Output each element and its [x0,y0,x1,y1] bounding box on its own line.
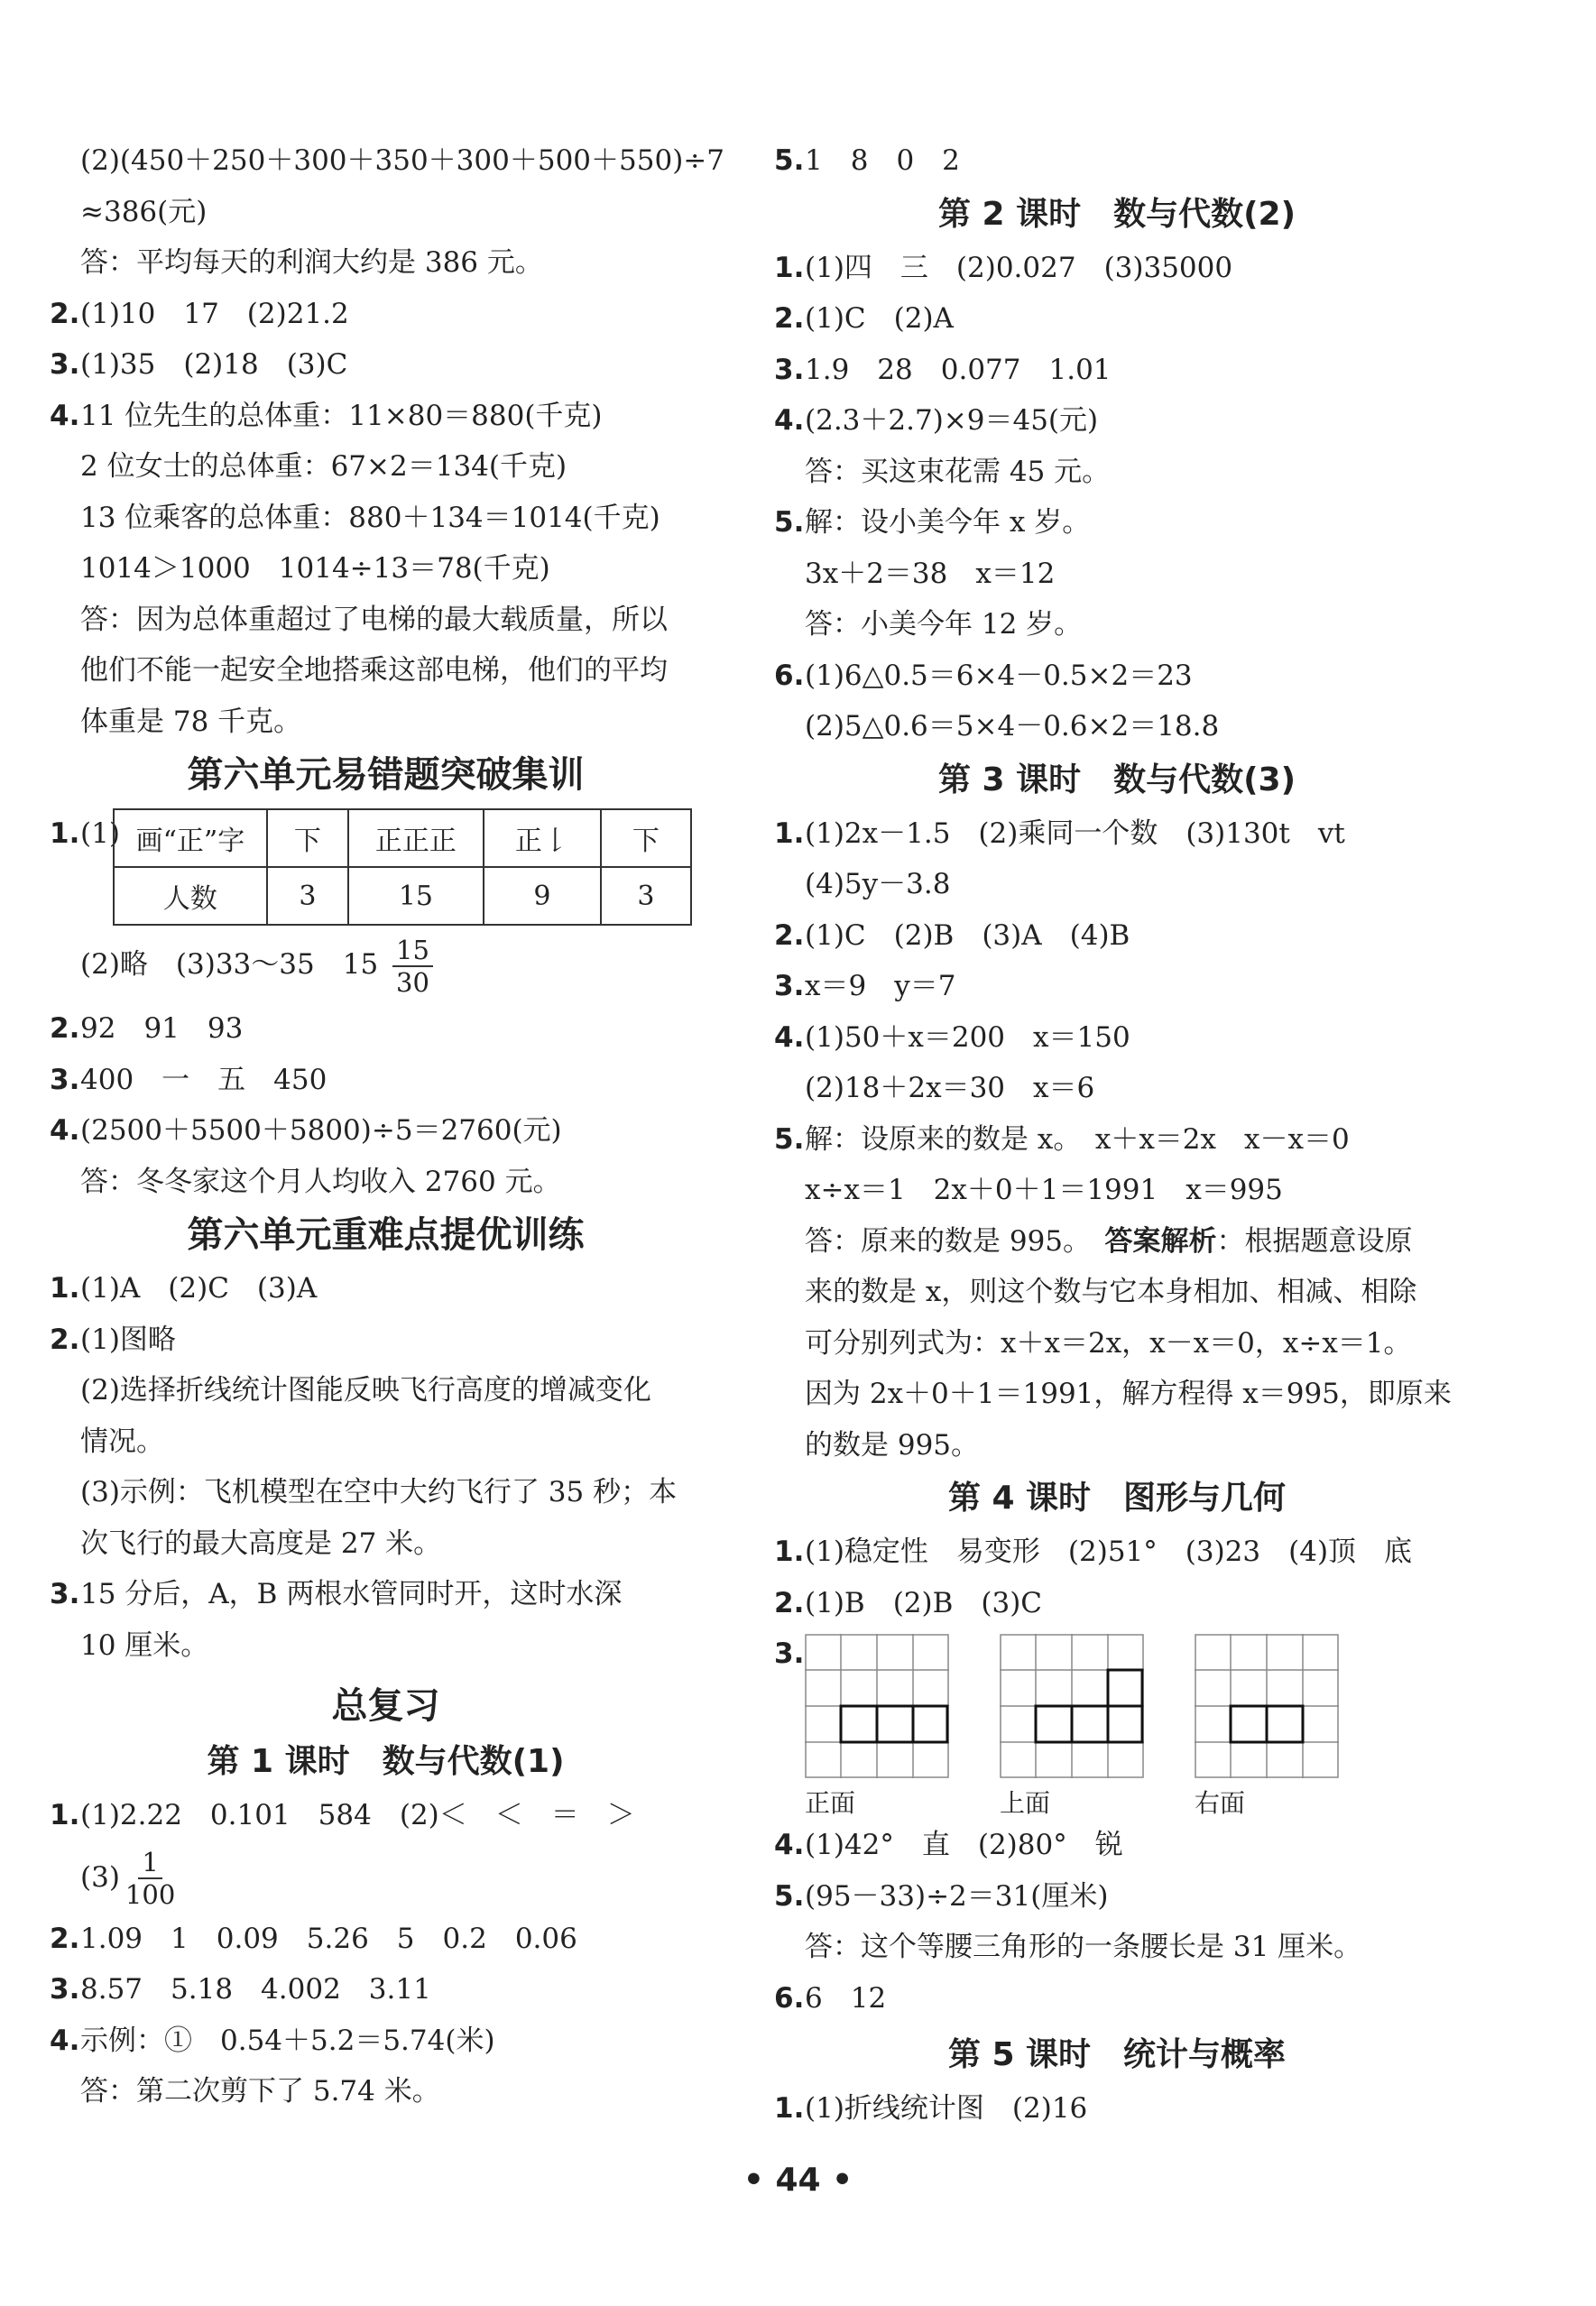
top-view [1000,1634,1144,1820]
answer-text: 6 12 [805,1981,887,2015]
question-number: 3. [50,1973,80,2006]
answer-2 [50,1003,722,1055]
text-line: ≈386(元) [80,195,208,228]
text-line: 答：这个等腰三角形的一条腰长是 31 厘米。 [805,1931,1362,1963]
text-line: (4)5y－3.8 [805,868,951,900]
answer-1 [774,243,1460,294]
answer-text: (1) [80,817,120,850]
answer-text: (1)50＋x＝200 x＝150 [805,1020,1130,1054]
answer-2 [50,1914,722,1965]
answer-text: (1)稳定性 易变形 (2)51° (3)23 (4)顶 底 [805,1536,1413,1568]
question-number: 1. [774,816,805,850]
answer-text: 8.57 5.18 4.002 3.11 [80,1973,431,2006]
answer-1 [50,808,722,926]
text-line: (2)选择折线统计图能反映飞行高度的增减变化 [80,1374,651,1407]
question-number: 4. [774,404,805,437]
table-cell: 下 [267,809,348,867]
table-cell: 画“正”字 [114,809,267,867]
answer-4 [774,395,1460,447]
text-line: 答：第二次剪下了 5.74 米。 [80,2075,440,2108]
answer-3 [50,339,722,391]
text-line [50,1841,722,1914]
question-number: 2. [50,1323,80,1356]
answer-text: x＝9 y＝7 [805,970,956,1002]
question-number: 3. [50,348,80,381]
question-number: 1. [50,1272,80,1305]
answer-text: (1)折线统计图 (2)16 [805,2092,1088,2125]
answer-text: (95－33)÷2＝31(厘米) [805,1879,1109,1913]
answer-text: (1)35 (2)18 (3)C [80,348,348,381]
text-line: x÷x＝1 2x＋0＋1＝1991 x＝995 [805,1174,1283,1206]
question-number: 3. [50,1578,80,1610]
answer-5 [774,1871,1460,1923]
text-line: 2 位女士的总体重：67×2＝134(千克) [80,450,567,483]
table-cell: 3 [267,867,348,925]
answer-text: (3) [80,1860,120,1894]
answer-text: 示例：① 0.54＋5.2＝5.74(米) [80,2024,495,2057]
text-line: (2)(450＋250＋300＋350＋300＋500＋550)÷7 [80,144,724,177]
question-number: 3. [774,353,805,386]
answer-text: (1)B (2)B (3)C [805,1586,1043,1619]
answer-text: (1)图略 [80,1323,176,1356]
fraction [392,935,433,998]
section-title: 第六单元重难点提优训练 [187,1214,585,1256]
question-number: 4. [774,1829,805,1861]
text-line: 次飞行的最大高度是 27 米。 [80,1527,442,1560]
answer-text: 1.09 1 0.09 5.26 5 0.2 0.06 [80,1922,577,1955]
answer-text: 92 91 93 [80,1012,244,1045]
text-line: (3)示例：飞机模型在空中大约飞行了 35 秒；本 [80,1476,678,1508]
front-view [805,1634,949,1820]
answer-4 [774,1820,1460,1871]
front-view-grid [805,1634,949,1778]
question-number: 2. [774,918,805,952]
question-number: 5. [774,506,805,539]
question-number: 4. [50,399,80,432]
text-line: 因为 2x＋0＋1＝1991，解方程得 x＝995，即原来 [805,1378,1452,1410]
text-line [50,926,722,1003]
answer-text: (1)四 三 (2)0.027 (3)35000 [805,251,1233,284]
answer-5 [774,135,1460,187]
text-line: 13 位乘客的总体重：880＋134＝1014(千克) [80,501,660,534]
answer-6 [774,650,1460,702]
answer-text: ：根据题意设原 [1216,1224,1413,1258]
table-cell: 15 [348,867,484,925]
question-number: 3. [50,1063,80,1096]
fraction [125,1847,175,1910]
question-number: 2. [50,1012,80,1045]
answer-text: 解：设原来的数是 x。 x＋x＝2x x－x＝0 [805,1122,1350,1156]
answer-text: 解：设小美今年 x 岁。 [805,506,1091,539]
question-number: 1. [774,251,805,284]
lesson-title: 第 4 课时 图形与几何 [947,1480,1287,1517]
left-column [50,135,722,2117]
question-number: 4. [50,2024,80,2057]
question-number: 6. [774,1981,805,2015]
answer-text: (1)C (2)B (3)A (4)B [805,918,1130,952]
text-line: 来的数是 x，则这个数与它本身相加、相减、相除 [805,1276,1417,1308]
text-line: 3x＋2＝38 x＝12 [805,557,1056,590]
lesson-title: 第 3 课时 数与代数(3) [937,761,1296,798]
answer-text: (2)略 (3)33～35 15 [80,948,379,981]
question-number: 2. [774,302,805,335]
answer-text: 11 位先生的总体重：11×80＝880(千克) [80,399,603,432]
answer-4 [50,391,722,442]
table-cell: 3 [601,867,691,925]
answer-5 [774,497,1460,549]
table-cell: 正𠄌 [484,809,601,867]
question-number: 5. [774,144,805,177]
lesson-title: 第 2 课时 数与代数(2) [937,195,1296,233]
answer-text: 答：原来的数是 995。 [805,1224,1077,1258]
answer-1 [50,1790,722,1841]
answer-3 [50,1055,722,1106]
side-view-grid [1195,1634,1339,1778]
lesson-title: 第 1 课时 数与代数(1) [207,1743,565,1780]
view-label: 右面 [1195,1788,1246,1818]
answer-2 [774,910,1460,962]
answer-4 [50,2015,722,2067]
answer-1 [774,2083,1460,2135]
answer-3 [774,345,1460,396]
question-number: 2. [50,297,80,330]
answer-text: (1)2.22 0.101 584 (2)＜ ＜ ＝ ＞ [80,1799,635,1831]
question-number: 1. [50,817,80,850]
answer-1 [50,1263,722,1314]
text-line: 可分别列式为：x＋x＝2x，x－x＝0，x÷x＝1。 [805,1326,1412,1360]
answer-2 [774,293,1460,345]
answer-text: (1)42° 直 (2)80° 锐 [805,1829,1123,1861]
view-label: 正面 [805,1788,856,1818]
table-cell: 9 [484,867,601,925]
question-number: 5. [774,1122,805,1156]
answer-4 [774,1012,1460,1064]
table-cell: 下 [601,809,691,867]
right-column [774,135,1460,2135]
answer-text: (2.3＋2.7)×9＝45(元) [805,404,1099,437]
lesson-title: 第 5 课时 统计与概率 [947,2036,1287,2073]
page-number: • 44 • [743,2162,853,2199]
numerator: 1 [138,1847,161,1879]
question-number: 2. [50,1922,80,1955]
answer-2 [50,1314,722,1366]
question-number: 1. [774,1536,805,1568]
question-number: 5. [774,1879,805,1913]
text-line: 答：小美今年 12 岁。 [805,608,1083,641]
tally-table [113,808,692,926]
text-line: 答：买这束花需 45 元。 [805,455,1111,488]
question-number: 6. [774,659,805,692]
top-view-grid [1000,1634,1144,1778]
answer-text: 1 8 0 2 [805,144,960,177]
text-line [774,1216,1460,1268]
table-cell: 正正正 [348,809,484,867]
denominator: 100 [125,1879,176,1910]
three-views [805,1634,1339,1820]
numerator: 15 [392,935,433,967]
text-line: 1014＞1000 1014÷13＝78(千克) [80,552,550,585]
question-number: 3. [774,970,805,1002]
answer-1 [774,808,1460,860]
answer-text: (1)2x－1.5 (2)乘同一个数 (3)130t vt [805,816,1345,850]
text-line: (2)18＋2x＝30 x＝6 [805,1072,1095,1104]
answer-text: (1)10 17 (2)21.2 [80,297,349,330]
question-number: 1. [774,2092,805,2125]
text-line: (2)5△0.6＝5×4－0.6×2＝18.8 [805,710,1220,743]
answer-text: 15 分后，A，B 两根水管同时开，这时水深 [80,1578,623,1610]
answer-3 [774,1628,1460,1820]
text-line: 答：因为总体重超过了电梯的最大载质量，所以 [80,603,668,636]
side-view [1195,1634,1339,1820]
explanation-label: 答案解析 [1104,1224,1217,1258]
text-line: 答：平均每天的利润大约是 386 元。 [80,246,543,279]
text-line: 的数是 995。 [805,1428,980,1462]
answer-text: (1)A (2)C (3)A [80,1272,318,1305]
denominator: 30 [396,966,429,998]
question-number: 4. [50,1114,80,1147]
answer-3 [50,1569,722,1620]
answer-4 [50,1105,722,1157]
answer-6 [774,1973,1460,2025]
answer-2 [774,1578,1460,1629]
text-line: 他们不能一起安全地搭乘这部电梯，他们的平均 [80,654,668,687]
answer-text: 400 一 五 450 [80,1063,328,1096]
answer-3 [774,961,1460,1012]
answer-3 [50,1964,722,2015]
answer-text: 1.9 28 0.077 1.01 [805,353,1112,386]
answer-5 [774,1114,1460,1166]
question-number: 3. [774,1637,805,1670]
view-label: 上面 [1000,1788,1051,1818]
question-number: 2. [774,1586,805,1619]
text-line: 情况。 [80,1425,164,1458]
text-line: 体重是 78 千克。 [80,705,302,738]
text-line: 10 厘米。 [80,1628,209,1662]
question-number: 1. [50,1799,80,1831]
answer-2 [50,289,722,340]
answer-text: (2500＋5500＋5800)÷5＝2760(元) [80,1114,562,1147]
table-cell: 人数 [114,867,267,925]
answer-1 [774,1527,1460,1578]
question-number: 4. [774,1020,805,1054]
section-title: 第六单元易错题突破集训 [187,754,585,796]
answer-text: (1)C (2)A [805,302,954,335]
answer-text: (1)6△0.5＝6×4－0.5×2＝23 [805,659,1193,692]
section-title: 总复习 [331,1685,440,1727]
text-line: 答：冬冬家这个月人均收入 2760 元。 [80,1165,561,1198]
